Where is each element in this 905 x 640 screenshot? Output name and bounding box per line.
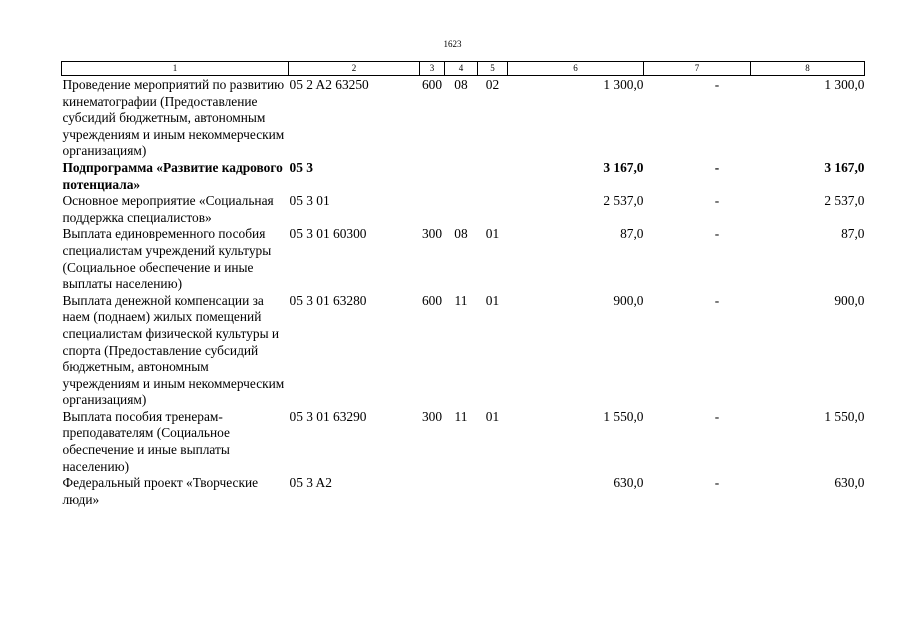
row-code-cell: 05 3 01 60300 bbox=[289, 226, 367, 242]
row-name-cell: Подпрограмма «Развитие кадрового потенциала» bbox=[62, 159, 283, 192]
row-value-8-cell: 3 167,0 bbox=[824, 159, 865, 175]
row-vr-cell bbox=[420, 160, 445, 193]
row-name-cell: Выплата единовременного пособия специалистам учреждений культуры (Социальное обеспечение и иные выплаты населению) bbox=[62, 226, 272, 292]
row-vr-cell: 600 bbox=[421, 292, 443, 308]
row-code-cell: 05 3 01 63280 bbox=[289, 292, 367, 308]
row-vr-cell bbox=[420, 475, 445, 508]
row-value-8-cell: 1 300,0 bbox=[824, 77, 865, 92]
table-row bbox=[62, 293, 865, 409]
row-vr-cell: 300 bbox=[421, 408, 443, 424]
row-value-8-cell: 1 550,0 bbox=[824, 408, 865, 424]
table-body bbox=[62, 76, 865, 509]
column-header-5: 5 bbox=[478, 62, 508, 76]
row-pr-cell bbox=[478, 160, 508, 193]
row-name-cell: Проведение мероприятий по развитию кинематографии (Предоставление субсидий бюджетным, автономным учреждениям и иным некоммерческим организациям) bbox=[62, 77, 285, 159]
column-header-8: 8 bbox=[751, 62, 865, 76]
row-value-6-cell: 2 537,0 bbox=[603, 193, 644, 209]
row-value-8-cell: 2 537,0 bbox=[824, 193, 865, 209]
row-code-cell: 05 3 A2 bbox=[289, 475, 332, 491]
row-value-6-cell: 900,0 bbox=[613, 292, 644, 308]
row-code-cell: 05 3 01 bbox=[289, 193, 330, 209]
column-header-1: 1 bbox=[62, 62, 289, 76]
row-rz-cell bbox=[445, 160, 478, 193]
row-value-8-cell: 87,0 bbox=[841, 226, 865, 242]
column-number-header bbox=[62, 62, 865, 76]
table-row bbox=[62, 160, 865, 193]
row-code-cell: 05 3 01 63290 bbox=[289, 408, 367, 424]
row-vr-cell: 600 bbox=[421, 77, 443, 92]
row-value-7-cell: - bbox=[714, 408, 720, 424]
table-row bbox=[62, 76, 865, 160]
row-rz-cell: 08 bbox=[454, 77, 468, 92]
row-name-cell: Основное мероприятие «Социальная поддержка специалистов» bbox=[62, 193, 274, 225]
table-row bbox=[62, 409, 865, 475]
row-value-6-cell: 630,0 bbox=[613, 475, 644, 491]
row-pr-cell: 01 bbox=[485, 408, 500, 424]
row-rz-cell bbox=[445, 475, 478, 508]
row-code-cell: 05 3 bbox=[289, 159, 313, 175]
row-rz-cell: 08 bbox=[454, 226, 468, 242]
column-header-4: 4 bbox=[445, 62, 478, 76]
column-header-6: 6 bbox=[508, 62, 644, 76]
row-value-6-cell: 1 300,0 bbox=[603, 77, 644, 92]
row-name-cell: Выплата денежной компенсации за наем (поднаем) жилых помещений специалистам физической культуры и спорта (Предоставление субсидий бюджетным, автономным учреждениям и иным некоммерческим организациям) bbox=[62, 292, 285, 408]
table-row bbox=[62, 193, 865, 226]
row-value-7-cell: - bbox=[714, 159, 720, 175]
row-value-7-cell: - bbox=[714, 77, 720, 92]
row-value-6-cell: 3 167,0 bbox=[603, 159, 644, 175]
row-value-7-cell: - bbox=[714, 292, 720, 308]
row-name-cell: Федеральный проект «Творческие люди» bbox=[62, 475, 259, 507]
row-rz-cell: 11 bbox=[454, 292, 468, 308]
row-vr-cell: 300 bbox=[421, 226, 443, 242]
row-pr-cell: 01 bbox=[485, 226, 500, 242]
row-value-8-cell: 900,0 bbox=[834, 292, 865, 308]
row-value-6-cell: 87,0 bbox=[620, 226, 644, 242]
row-value-7-cell: - bbox=[714, 475, 720, 491]
row-rz-cell bbox=[445, 193, 478, 226]
row-value-6-cell: 1 550,0 bbox=[603, 408, 644, 424]
column-header-2: 2 bbox=[289, 62, 420, 76]
row-pr-cell: 02 bbox=[485, 77, 500, 92]
row-name-cell: Выплата пособия тренерам-преподавателям (Социальное обеспечение и иные выплаты населению) bbox=[62, 408, 230, 474]
table-row bbox=[62, 475, 865, 508]
row-value-7-cell: - bbox=[714, 226, 720, 242]
page-number: 1623 bbox=[443, 39, 462, 49]
row-value-7-cell: - bbox=[714, 193, 720, 209]
row-pr-cell bbox=[478, 193, 508, 226]
row-pr-cell: 01 bbox=[485, 292, 500, 308]
column-header-7: 7 bbox=[644, 62, 751, 76]
table-row bbox=[62, 226, 865, 292]
row-value-8-cell: 630,0 bbox=[834, 475, 865, 491]
row-pr-cell bbox=[478, 475, 508, 508]
row-rz-cell: 11 bbox=[454, 408, 468, 424]
budget-table bbox=[61, 61, 865, 508]
column-header-3: 3 bbox=[420, 62, 445, 76]
row-vr-cell bbox=[420, 193, 445, 226]
row-code-cell: 05 2 A2 63250 bbox=[289, 77, 369, 92]
